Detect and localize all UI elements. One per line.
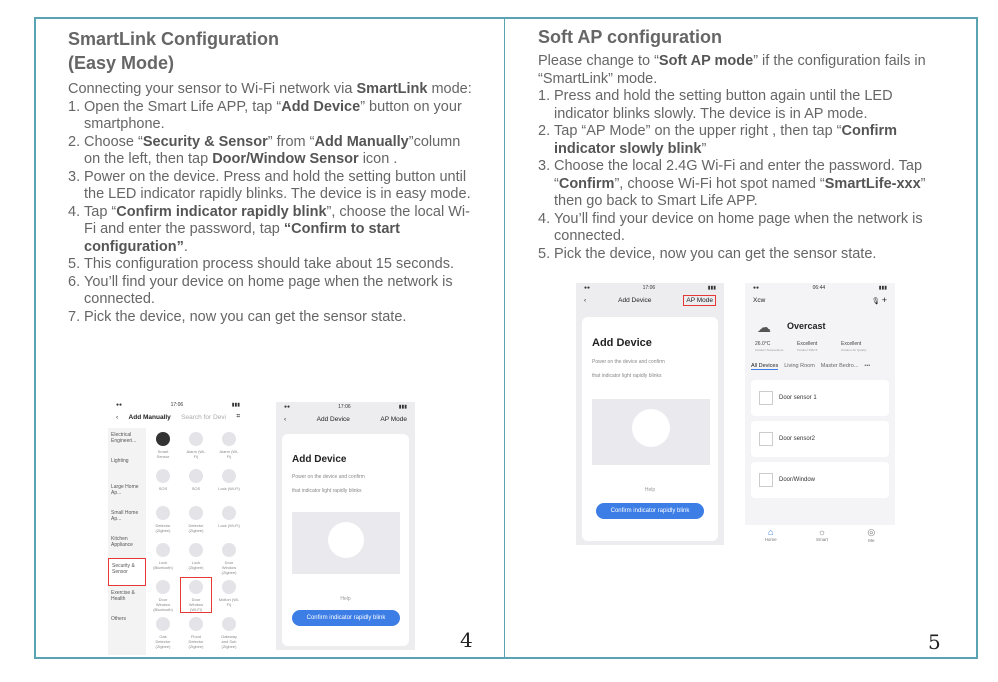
confirm-rapid-blink-button[interactable]: Confirm indicator rapidly blink	[292, 610, 400, 626]
device-icon	[189, 617, 203, 631]
air-value: Excellent	[841, 341, 862, 347]
device-tile[interactable]	[214, 467, 244, 501]
device-icon	[222, 432, 236, 446]
screenshot-add-manually	[108, 400, 248, 655]
ap-mode-button[interactable]: AP Mode	[380, 415, 407, 423]
sensor-icon	[328, 522, 364, 558]
step-text: You’ll find your device on home page when the network is connected.	[84, 273, 453, 307]
right-intro	[538, 53, 948, 88]
device-tile[interactable]	[181, 615, 211, 649]
device-tile[interactable]	[214, 541, 244, 575]
room-tab[interactable]: Living Room	[784, 363, 815, 369]
status-time: 17:06	[170, 402, 184, 408]
device-label: Motion (Wi-Fi)	[218, 597, 240, 607]
device-icon	[189, 469, 203, 483]
step-bold-text: Confirm indicator slowly blink	[554, 123, 898, 157]
card-line-2: that indicator light rapidly blinks	[592, 373, 662, 379]
step-item	[538, 211, 948, 246]
category-item[interactable]: Large Home Ap...	[111, 484, 139, 496]
step-text: ”column on the left, then tap	[84, 133, 461, 167]
step-text: Choose “	[84, 133, 143, 150]
step-number: 3.	[68, 168, 81, 185]
battery-icon: ▮▮▮	[231, 402, 240, 408]
step-bold-text: “Confirm to start configuration”	[84, 221, 400, 255]
battery-icon: ▮▮▮	[707, 285, 716, 291]
add-icon[interactable]: +	[881, 295, 887, 305]
device-tile[interactable]	[214, 578, 244, 612]
device-icon	[189, 506, 203, 520]
device-icon	[222, 543, 236, 557]
step-bold-text: Confirm	[558, 175, 615, 192]
step-number: 6.	[68, 273, 81, 290]
device-illustration	[292, 512, 400, 574]
weather-label: Overcast	[787, 321, 826, 331]
device-tile[interactable]	[148, 578, 178, 612]
device-illustration	[592, 399, 710, 465]
page-number-left: 4	[460, 628, 473, 652]
intro-text: Connecting your sensor to Wi-Fi network via	[68, 81, 357, 97]
intro-bold: Soft AP mode	[658, 53, 754, 69]
sensor-icon	[632, 409, 670, 447]
step-text: Press and hold the setting button again until the LED indicator blinks slowly. The device is in AP mode.	[554, 88, 893, 122]
page-divider	[504, 17, 505, 659]
device-icon	[189, 580, 203, 594]
step-text: ”, choose Wi-Fi hot spot named “	[614, 175, 825, 192]
device-icon	[156, 469, 170, 483]
card-line-1: Power on the device and confirm	[592, 359, 665, 365]
device-label: SOS	[158, 486, 168, 491]
device-label: Lock (Zigbee)	[188, 560, 204, 570]
category-item[interactable]: Electrical Engineeri...	[111, 432, 137, 444]
home-icon: ⌂	[767, 527, 774, 537]
step-item	[68, 309, 478, 327]
step-text: Tap “AP Mode” on the upper right , then tap “	[554, 123, 842, 139]
device-label: Lock (Wi-Fi)	[218, 486, 240, 491]
step-text: You’ll find your device on home page when the network is connected.	[554, 210, 923, 244]
bottom-tab[interactable]	[816, 525, 828, 546]
step-number: 3.	[538, 158, 551, 174]
step-item	[538, 246, 948, 264]
device-label: Detector (Zigbee)	[155, 523, 171, 533]
device-tile[interactable]	[148, 504, 178, 538]
scan-icon[interactable]: ⌗	[236, 413, 240, 420]
step-number: 2.	[538, 123, 551, 139]
device-icon	[156, 543, 170, 557]
device-tile[interactable]	[181, 541, 211, 575]
sensor-icon	[759, 432, 773, 446]
intro-text-end: mode:	[427, 81, 472, 97]
device-tile[interactable]	[148, 430, 178, 464]
step-item	[68, 99, 478, 134]
device-label: Door Window (Wi-Fi)	[188, 597, 204, 612]
step-item	[68, 134, 478, 169]
device-icon	[156, 506, 170, 520]
ap-mode-button[interactable]: AP Mode	[683, 295, 716, 306]
device-label: Door Window (Zigbee)	[221, 560, 237, 575]
card-heading: Add Device	[292, 454, 347, 465]
device-label: Alarm (Wi-Fi)	[186, 449, 206, 459]
room-tab[interactable]: All Devices	[751, 363, 779, 369]
status-bar	[108, 400, 248, 410]
bottom-tab-bar	[745, 525, 895, 546]
sensor-icon	[759, 391, 773, 405]
step-number: 5.	[538, 245, 551, 262]
step-item	[68, 256, 478, 274]
step-item	[538, 158, 948, 211]
category-item[interactable]: Exercise & Health	[111, 590, 135, 602]
intro-text: Please change to “	[538, 53, 659, 69]
bottom-tab-label: Home	[764, 537, 777, 542]
add-device-card	[282, 434, 409, 646]
pm-label: Outdoor PM2.5	[797, 348, 818, 352]
screen-title: Add Device	[316, 415, 350, 423]
device-card[interactable]	[751, 380, 889, 416]
screen-title: Add Manually	[128, 413, 171, 421]
card-heading: Add Device	[592, 337, 652, 349]
step-text: Pick the device, now you can get the sensor state.	[554, 245, 877, 262]
device-label: Door Window (Bluetooth)	[153, 597, 173, 612]
device-tile[interactable]	[214, 504, 244, 538]
bottom-tab-label: Smart	[816, 537, 829, 542]
step-bold-text: Add Manually	[314, 133, 409, 150]
device-name: Door sensor 1	[779, 395, 817, 401]
step-number: 1.	[68, 98, 81, 115]
pm-value: Excellent	[797, 341, 818, 347]
status-time: 17:06	[642, 285, 656, 291]
step-text: ” button on your smartphone.	[84, 98, 462, 132]
sensor-icon	[759, 473, 773, 487]
category-item[interactable]: Security & Sensor	[108, 558, 146, 586]
step-item	[68, 274, 478, 309]
bottom-tab[interactable]	[765, 525, 777, 546]
battery-icon: ▮▮▮	[398, 404, 407, 410]
device-name: Door/Window	[779, 477, 816, 483]
step-bold-text: Add Device	[281, 98, 361, 115]
device-tile[interactable]	[148, 467, 178, 501]
device-label: SOS	[191, 486, 201, 491]
device-icon	[156, 580, 170, 594]
step-item	[68, 169, 478, 204]
device-label: Gateway and Sub (Zigbee)	[221, 634, 237, 649]
step-text: .	[183, 238, 188, 255]
card-line-2: that indicator light rapidly blinks	[292, 488, 362, 494]
help-link[interactable]: Help	[340, 596, 351, 602]
air-label: Outdoor Air Quality	[841, 348, 867, 352]
device-icon	[222, 469, 236, 483]
device-icon	[222, 617, 236, 631]
step-text: ”, choose the local Wi-Fi and enter the password, tap	[84, 203, 470, 237]
more-icon[interactable]: •••	[864, 363, 871, 369]
add-device-card	[582, 317, 718, 541]
cloud-icon: ☁	[757, 319, 771, 335]
step-number: 7.	[68, 308, 81, 325]
category-item[interactable]: Lighting	[111, 458, 129, 464]
left-title: SmartLink Configuration	[68, 29, 279, 49]
battery-icon: ▮▮▮	[878, 285, 887, 291]
device-tile[interactable]	[181, 430, 211, 464]
signal-icon: ●●	[116, 402, 123, 408]
step-text: ”	[701, 140, 707, 157]
device-label: Lock (Bluetooth)	[153, 560, 173, 570]
nav-bar	[276, 412, 415, 426]
category-item[interactable]: Others	[111, 616, 127, 622]
nav-bar	[745, 293, 895, 307]
device-tile[interactable]	[181, 578, 211, 612]
device-icon	[222, 506, 236, 520]
step-bold-text: Confirm indicator rapidly blink	[116, 203, 327, 220]
left-intro	[68, 81, 478, 99]
device-card[interactable]	[751, 421, 889, 457]
status-bar	[276, 402, 415, 412]
status-bar	[576, 283, 724, 293]
bottom-tab[interactable]	[867, 525, 875, 546]
step-text: Choose the local 2.4G Wi-Fi and enter the password. Tap “	[554, 158, 923, 192]
temp-value: 26.0°C	[755, 341, 771, 347]
device-grid	[148, 430, 248, 655]
home-selector[interactable]: Xcw	[753, 296, 766, 304]
back-icon[interactable]: ‹	[584, 296, 587, 304]
device-icon	[156, 617, 170, 631]
status-bar	[745, 283, 895, 293]
step-item	[538, 88, 948, 123]
me-icon: ◎	[867, 527, 876, 537]
step-text: This configuration process should take about 15 seconds.	[84, 256, 454, 272]
step-text: Power on the device. Press and hold the setting button until the LED indicator rapidly blinks. The device is in easy mode.	[84, 168, 471, 202]
step-number: 4.	[68, 203, 81, 220]
step-number: 5.	[68, 256, 81, 272]
device-icon	[222, 580, 236, 594]
step-item	[538, 123, 948, 158]
device-label: Gas Detector (Zigbee)	[155, 634, 171, 649]
search-input[interactable]: Search for Devi	[181, 413, 226, 421]
category-item[interactable]: Small Home Ap...	[111, 510, 139, 522]
room-tabs	[751, 363, 891, 370]
left-subtitle: (Easy Mode)	[68, 53, 175, 73]
step-number: 1.	[538, 88, 551, 104]
temp-label: Outdoor Temperature	[755, 348, 784, 352]
device-icon	[156, 432, 170, 446]
smart-icon: ☼	[817, 527, 827, 537]
weather-panel	[753, 317, 889, 357]
device-tile[interactable]	[148, 541, 178, 575]
help-link[interactable]: Help	[644, 487, 656, 493]
signal-icon: ●●	[753, 285, 760, 291]
confirm-rapid-blink-button[interactable]: Confirm indicator rapidly blink	[596, 503, 704, 519]
bottom-tab-label: Me	[868, 538, 875, 543]
screen-title: Add Device	[618, 296, 652, 304]
step-bold-text: Door/Window Sensor	[212, 151, 359, 167]
device-label: Flood Detector (Zigbee)	[188, 634, 204, 649]
left-steps	[68, 99, 478, 327]
device-label: Detector (Zigbee)	[188, 523, 204, 533]
room-tab[interactable]: Master Bedro...	[820, 363, 859, 369]
step-item	[68, 204, 478, 257]
page-number-right: 5	[928, 630, 941, 654]
step-text: Pick the device, now you can get the sensor state.	[84, 308, 407, 325]
device-tile[interactable]	[148, 615, 178, 649]
signal-icon: ●●	[284, 404, 291, 410]
right-title: Soft AP configuration	[538, 27, 722, 47]
step-bold-text: SmartLife-xxx	[824, 175, 921, 192]
device-tile[interactable]	[214, 615, 244, 649]
status-time: 17:06	[338, 404, 351, 410]
nav-bar	[108, 410, 248, 424]
nav-bar	[576, 293, 724, 307]
step-text: ” then go back to Smart Life APP.	[554, 175, 926, 209]
left-page	[68, 27, 478, 326]
device-card[interactable]	[751, 462, 889, 498]
step-bold-text: Security & Sensor	[142, 133, 268, 150]
device-label: Lock (Wi-Fi)	[218, 523, 240, 528]
screenshot-add-device-ap	[576, 283, 724, 545]
right-steps	[538, 88, 948, 263]
step-text: Open the Smart Life APP, tap “	[84, 98, 282, 115]
device-tile[interactable]	[181, 467, 211, 501]
intro-bold: SmartLink	[356, 81, 428, 97]
category-item[interactable]: Kitchen Appliance	[111, 536, 133, 548]
card-line-1: Power on the device and confirm	[292, 474, 365, 480]
category-list	[108, 428, 146, 655]
screenshot-add-device	[276, 402, 415, 650]
back-icon[interactable]: ‹	[284, 415, 287, 423]
device-icon	[189, 432, 203, 446]
mic-icon[interactable]: 🎙	[871, 298, 880, 305]
step-text: icon .	[358, 151, 398, 167]
status-time: 06:44	[812, 285, 826, 291]
device-tile[interactable]	[214, 430, 244, 464]
device-tile[interactable]	[181, 504, 211, 538]
device-label: Smart Sensor	[156, 449, 170, 459]
back-icon[interactable]: ‹	[116, 413, 119, 421]
device-name: Door sensor2	[779, 436, 816, 442]
step-number: 4.	[538, 210, 551, 227]
device-icon	[189, 543, 203, 557]
intro-text-end: ” if the configuration fails in “SmartLink” mode.	[538, 53, 926, 87]
right-page	[538, 25, 948, 263]
step-text: ” from “	[267, 133, 315, 150]
step-text: Tap “	[84, 203, 117, 220]
step-number: 2.	[68, 133, 81, 150]
screenshot-home	[745, 283, 895, 546]
signal-icon: ●●	[584, 285, 591, 291]
device-label: Alarm (Wi-Fi)	[219, 449, 239, 459]
